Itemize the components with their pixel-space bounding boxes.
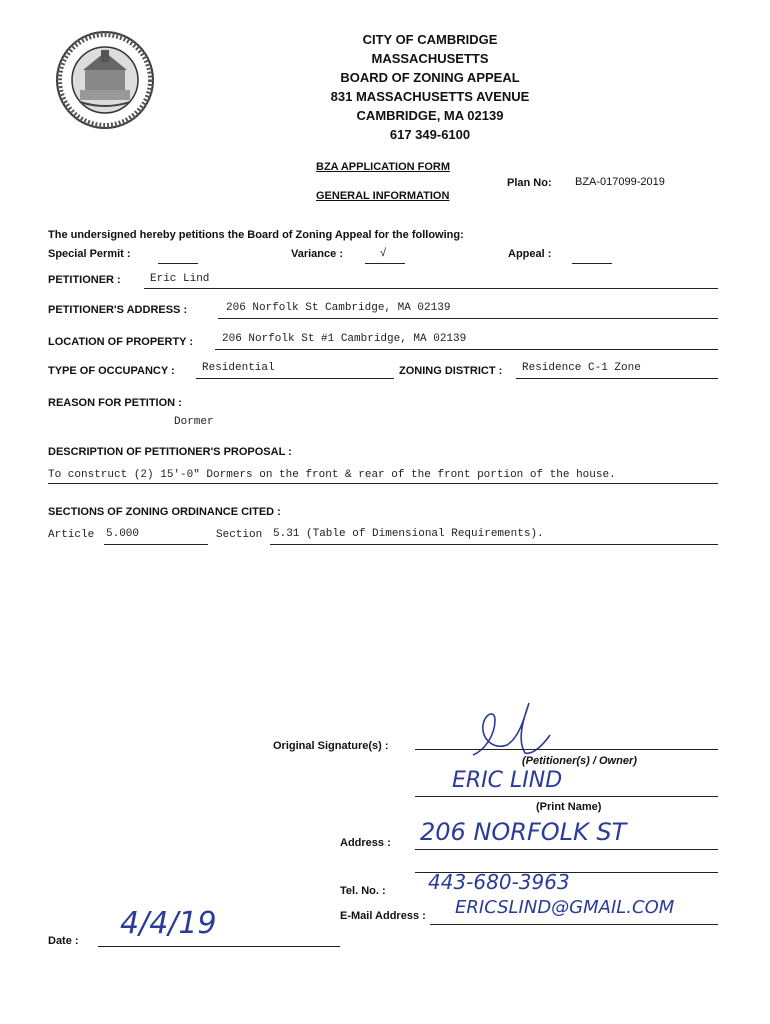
petitioner-label: PETITIONER : — [48, 274, 121, 286]
proposal-line — [48, 483, 718, 484]
date-label: Date : — [48, 935, 79, 947]
petitioner-line — [144, 288, 718, 289]
print-name-caption: (Print Name) — [536, 801, 602, 813]
address-line-sig — [415, 849, 718, 850]
occupancy-value: Residential — [202, 362, 275, 374]
header-line-4: 831 MASSACHUSETTS AVENUE — [330, 89, 530, 104]
special-permit-label: Special Permit : — [48, 248, 131, 260]
address-value-sig: 206 NORFOLK ST — [420, 818, 627, 846]
article-line — [104, 544, 208, 545]
location-label: LOCATION OF PROPERTY : — [48, 336, 194, 348]
zoning-district-label: ZONING DISTRICT : — [399, 365, 503, 377]
intro-text: The undersigned hereby petitions the Board of Zoning Appeal for the following: — [48, 229, 464, 241]
petitioner-address-line — [218, 318, 718, 319]
form-title: BZA APPLICATION FORM — [316, 161, 451, 173]
email-value: ERICSLIND@GMAIL.COM — [455, 897, 675, 918]
appeal-label: Appeal : — [508, 248, 552, 260]
date-line — [98, 946, 340, 947]
variance-line — [365, 263, 405, 264]
tel-label: Tel. No. : — [340, 885, 386, 897]
proposal-value: To construct (2) 15'-0" Dormers on the front & rear of the front portion of the house. — [48, 469, 616, 481]
location-value: 206 Norfolk St #1 Cambridge, MA 02139 — [222, 333, 467, 345]
zoning-district-line — [516, 378, 718, 379]
header-line-1: CITY OF CAMBRIDGE — [362, 32, 498, 47]
section-label: Section — [216, 529, 263, 541]
variance-label: Variance : — [291, 248, 343, 260]
plan-no-label: Plan No: — [507, 177, 552, 189]
signature-caption: (Petitioner(s) / Owner) — [522, 755, 637, 767]
petitioner-address-value: 206 Norfolk St Cambridge, MA 02139 — [226, 302, 451, 314]
variance-check: √ — [380, 247, 387, 259]
occupancy-line — [196, 378, 394, 379]
location-line — [215, 349, 718, 350]
plan-no-value: BZA-017099-2019 — [575, 176, 665, 188]
reason-label: REASON FOR PETITION : — [48, 397, 182, 409]
occupancy-label: TYPE OF OCCUPANCY : — [48, 365, 175, 377]
header-line-3: BOARD OF ZONING APPEAL — [340, 70, 520, 85]
section-value: 5.31 (Table of Dimensional Requirements). — [273, 528, 544, 540]
sections-label: SECTIONS OF ZONING ORDINANCE CITED : — [48, 506, 281, 518]
signature-line — [415, 749, 718, 750]
city-seal — [55, 30, 155, 130]
header-line-2: MASSACHUSETTS — [371, 51, 489, 66]
form-subtitle: GENERAL INFORMATION — [316, 190, 450, 202]
zoning-district-value: Residence C-1 Zone — [522, 362, 641, 374]
petitioner-value: Eric Lind — [150, 273, 210, 285]
reason-value: Dormer — [174, 416, 214, 428]
email-label: E-Mail Address : — [340, 910, 426, 922]
appeal-line — [572, 263, 612, 264]
email-line — [430, 924, 718, 925]
header-line-5: CAMBRIDGE, MA 02139 — [356, 108, 504, 123]
article-label: Article — [48, 529, 95, 541]
signature-label: Original Signature(s) : — [273, 740, 389, 752]
tel-value: 443-680-3963 — [428, 870, 570, 894]
section-line — [270, 544, 718, 545]
city-header — [250, 30, 610, 144]
date-value: 4/4/19 — [120, 906, 217, 941]
header-line-6: 617 349-6100 — [389, 127, 471, 142]
print-name-value: ERIC LIND — [452, 768, 563, 793]
petitioner-address-label: PETITIONER'S ADDRESS : — [48, 304, 188, 316]
special-permit-line — [158, 263, 198, 264]
article-value: 5.000 — [106, 528, 140, 540]
proposal-label: DESCRIPTION OF PETITIONER'S PROPOSAL : — [48, 446, 292, 458]
print-name-line — [415, 796, 718, 797]
address-label-sig: Address : — [340, 837, 391, 849]
